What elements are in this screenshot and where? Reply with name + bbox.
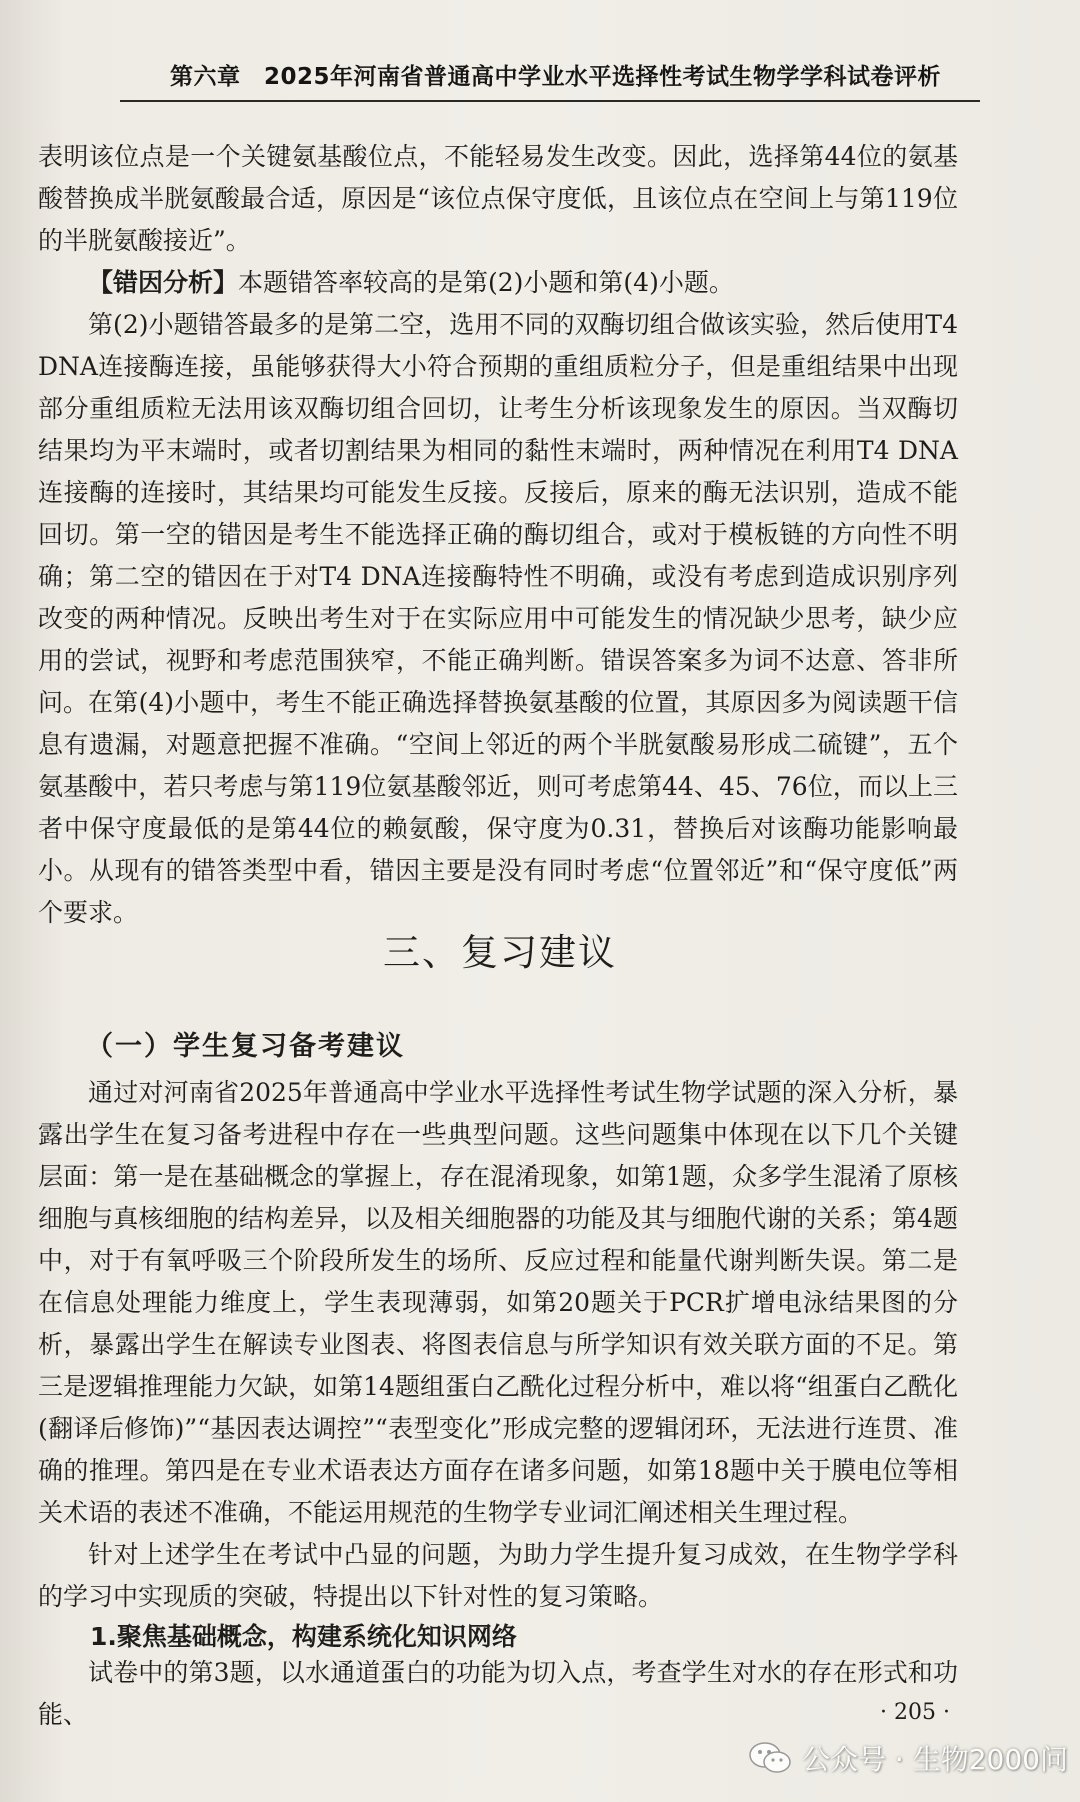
section-title: 三、复习建议	[383, 931, 617, 974]
wechat-icon	[748, 1740, 792, 1776]
review-problems-paragraph: 通过对河南省2025年普通高中学业水平选择性考试生物学试题的深入分析，暴露出学生在复习备考进程中存在一些典型问题。这些问题集中体现在以下几个关键层面：第一是在基础概念的掌握上，存在混淆现象，如第1题，众多学生混淆了原核细胞与真核细胞的结构差异，以及相关细胞器的功能及其与细胞代谢的关系；第4题中，对于有氧呼吸三个阶段所发生的场所、反应过程和能量代谢判断失误。第二是在信息处理能力维度上，学生表现薄弱，如第20题关于PCR扩增电泳结果图的分析，暴露出学生在解读专业图表、将图表信息与所学知识有效关联方面的不足。第三是逻辑推理能力欠缺，如第14题组蛋白乙酰化过程分析中，难以将“组蛋白乙酰化(翻译后修饰)”“基因表达调控”“表型变化”形成完整的逻辑闭环，无法进行连贯、准确的推理。第四是在专业术语表达方面存在诸多问题，如第18题中关于膜电位等相关术语的表述不准确，不能运用规范的生物学专业词汇阐述相关生理过程。	[38, 1078, 958, 1527]
watermark	[748, 1738, 1068, 1778]
header-rule	[120, 100, 980, 102]
item-1-paragraph: 试卷中的第3题，以水通道蛋白的功能为切入点，考查学生对水的存在形式和功能、	[38, 1658, 958, 1729]
running-head: 第六章 2025年河南省普通高中学业水平选择性考试生物学学科试卷评析	[170, 64, 942, 90]
paragraph-continuation: 表明该位点是一个关键氨基酸位点，不能轻易发生改变。因此，选择第44位的氨基酸替换成半胱氨酸最合适，原因是“该位点保守度低，且该位点在空间上与第119位的半胱氨酸接近”。	[38, 142, 958, 255]
subsection-title: （一）学生复习备考建议	[86, 1031, 405, 1062]
question-4-analysis: 在第(4)小题中，考生不能正确选择替换氨基酸的位置，其原因多为阅读题干信息有遗漏，对题意把握不准确。“空间上邻近的两个半胱氨酸易形成二硫键”，五个氨基酸中，若只考虑与第119位氨基酸邻近，则可考虑第44、45、76位，而以上三者中保守度最低的是第44位的赖氨酸，保守度为0.31，替换后对该酶功能影响最小。从现有的错答类型中看，错因主要是没有同时考虑“位置邻近”和“保守度低”两个要求。	[38, 688, 958, 927]
watermark-text: 公众号 · 生物2000问	[802, 1743, 1068, 1776]
error-analysis-paragraph	[38, 262, 958, 304]
question-2-analysis: 第(2)小题错答最多的是第二空，选用不同的双酶切组合做该实验，然后使用T4 DNA连接酶连接，虽能够获得大小符合预期的重组质粒分子，但是重组结果中出现部分重组质粒无法用该双酶切组合回切，让考生分析该现象发生的原因。当双酶切结果均为平末端时，或者切割结果为相同的黏性末端时，两种情况在利用T4 DNA连接酶的连接时，其结果均可能发生反接。反接后，原来的酶无法识别，造成不能回切。第一空的错因是考生不能选择正确的酶切组合，或对于模板链的方向性不明确；第二空的错因在于对T4 DNA连接酶特性不明确，或没有考虑到造成识别序列改变的两种情况。反映出考生对于在实际应用中可能发生的情况缺少思考，缺少应用的尝试，视野和考虑范围狭窄，不能正确判断。错误答案多为词不达意、答非所问。	[38, 310, 958, 717]
review-strategy-intro: 针对上述学生在考试中凸显的问题，为助力学生提升复习成效，在生物学学科的学习中实现质的突破，特提出以下针对性的复习策略。	[38, 1540, 958, 1611]
page-number: · 205 ·	[880, 1700, 950, 1725]
error-analysis-lead: 【错因分析】	[88, 268, 239, 297]
error-analysis-text: 本题错答率较高的是第(2)小题和第(4)小题。	[238, 268, 734, 297]
item-title: 1.聚焦基础概念，构建系统化知识网络	[90, 1622, 517, 1651]
